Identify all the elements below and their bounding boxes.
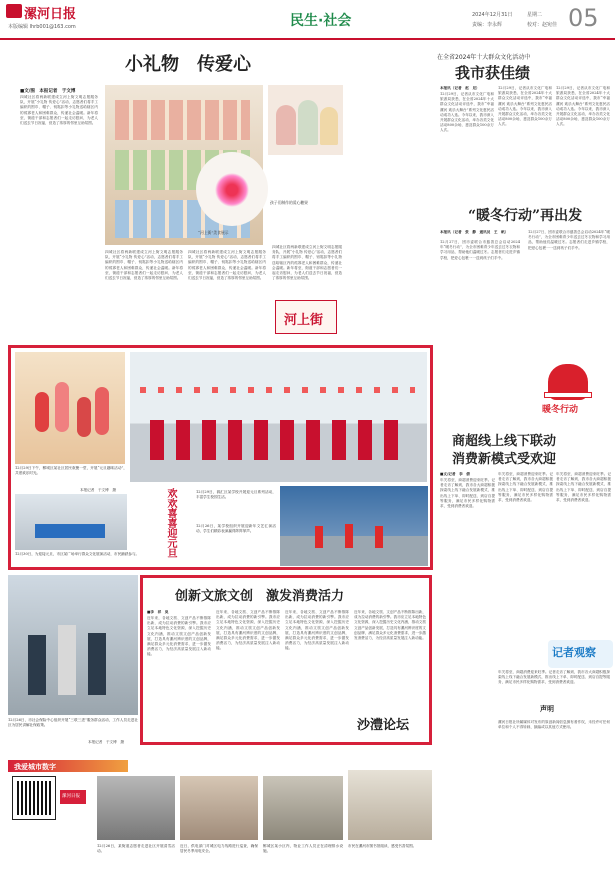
ad-qr-code[interactable] xyxy=(12,776,56,820)
festival-caption-3: 12月26日，某学校组织开展迎新年文艺汇演活动，学生们精彩表演赢得阵阵掌声。 xyxy=(196,524,276,534)
ad-qr-label: 漯河日报 xyxy=(62,794,80,799)
river-street-logo xyxy=(275,300,337,334)
page-number: 05 xyxy=(568,4,599,32)
commentary-body-2: 近年来，各地文旅、文创产品不断推陈出新，成为拉动消费的新引擎。我市应立足本地特色文化资源，深入挖掘历史文化内涵，推动文旅文创产品创新发展，打造具有漯河辨识度的文创品牌，满足群众多元化消费需求，进一步激发消费活力，为经济高质量发展注入新动能。 xyxy=(216,610,280,651)
festival-credit-1: 本报记者 于文博 摄 xyxy=(80,488,116,492)
festival-photo-pingpong xyxy=(15,494,127,550)
dolls-photo xyxy=(268,85,343,155)
yearly-body-3: 12月29日，记者从市文化广电和旅游局获悉，在全省2024年十大群众文化活动评选中，我市“幸福漯河 欢乐大舞台”系列文化惠民活动成功入选。今年以来，我市深入开展群众文化活动，举办各类文化活动800余场，惠及群众100余万人次。 xyxy=(556,86,610,127)
bottom-photo-1 xyxy=(97,776,175,840)
warm-logo xyxy=(528,362,610,422)
yearly-byline: 本报讯（记者 赵 见） xyxy=(440,86,480,90)
commentary-body-3: 近年来，各地文旅、文创产品不断推陈出新，成为拉动消费的新引擎。我市应立足本地特色文化资源，深入挖掘历史文化内涵，推动文旅文创产品创新发展，打造具有漯河辨识度的文创品牌，满足群众多元化消费需求，进一步激发消费活力，为经济高质量发展注入新动能。 xyxy=(285,610,349,651)
bottom-credit: 本报记者 于文博 摄 xyxy=(88,740,124,744)
gift-body-col3: 四城社区将两新联建成立河上街文明志愿服务队，开展“小礼物 传爱心”活动，志愿者们将手工编织的围巾、帽子、钥匙扣等小礼物送给辖区内的孤寡老人和困难群众，传递社会温暖。新年将至，街道干部和志愿者们一起走访慰问，为老人们送去节日祝福，营造了浓厚的邻里互助氛围。 xyxy=(188,250,266,281)
commerce-byline: ■文/记者 李 倩 xyxy=(440,472,470,476)
commerce-body-1: 年关将至，商超消费迎来旺季。记者走访了解到，我市各大商超积极探索线上线下融合发展新模式，推出线上下单、即时配送、到店自提等服务，满足市民多样化购物需求，受到消费者欢迎。 xyxy=(440,478,495,509)
bottom-main-photo xyxy=(8,575,138,715)
commerce-body-2: 年关将至，商超消费迎来旺季。记者走访了解到，我市各大商超积极探索线上线下融合发展新模式，推出线上下单、即时配送、到店自提等服务，满足市民多样化购物需求，受到消费者欢迎。 xyxy=(498,472,553,503)
warm-body-2: 12月27日，团市委联合市慈善总会启动2024年“暖冬行动”，为全市困难青少年送去过冬衣物和学习用品，帮助他们温暖过冬。志愿者们走进乡镇学校，把爱心包裹一一送到孩子们手中。 xyxy=(528,230,610,250)
observe-title: 记者观察 xyxy=(552,646,596,659)
section-title: 民生·社会 xyxy=(290,13,352,29)
commentary-headline: 创新文旅文创 激发消费活力 xyxy=(175,589,345,604)
bottom-photo-4 xyxy=(348,770,432,840)
caption-candy: 孩子们制作的爱心糖果 xyxy=(270,200,308,205)
yearly-body-2: 12月29日，记者从市文化广电和旅游局获悉，在全省2024年十大群众文化活动评选中，我市“幸福漯河 欢乐大舞台”系列文化惠民活动成功入选。今年以来，我市深入开展群众文化活动，举办各类文化活动800余场，惠及群众100余万人次。 xyxy=(498,86,552,127)
statement-title: 声明 xyxy=(540,705,554,713)
gift-byline: ■文/图 本报记者 于文博 xyxy=(20,89,76,94)
commentary-body-4: 近年来，各地文旅、文创产品不断推陈出新，成为拉动消费的新引擎。我市应立足本地特色文化资源，深入挖掘历史文化内涵，推动文旅文创产品创新发展，打造具有漯河辨识度的文创品牌，满足群众多元化消费需求，进一步激发消费活力，为经济高质量发展注入新动能。 xyxy=(354,610,426,641)
gift-headline: 小礼物 传爱心 xyxy=(125,54,251,75)
column-logo xyxy=(355,708,427,738)
email: lhrb001@163.com xyxy=(29,24,76,30)
ad-title-bar xyxy=(8,760,128,772)
commerce-tail: 年关将至，商超消费迎来旺季。记者走访了解到，我市各大商超积极探索线上线下融合发展新模式，推出线上下单、即时配送、到店自提等服务，满足市民多样化购物需求，受到消费者欢迎。 xyxy=(498,670,610,685)
warm-body-1: 12月27日，团市委联合市慈善总会启动2024年“暖冬行动”，为全市困难青少年送去过冬衣物和学习用品，帮助他们温暖过冬。志愿者们走进乡镇学校，把爱心包裹一一送到孩子们手中。 xyxy=(440,240,520,260)
yearly-body-1: 12月29日，记者从市文化广电和旅游局获悉，在全省2024年十大群众文化活动评选中，我市“幸福漯河 欢乐大舞台”系列文化惠民活动成功入选。今年以来，我市深入开展群众文化活动，举办各类文化活动800余场，惠及群众100余万人次。 xyxy=(440,92,494,133)
gift-body-col2: 四城社区将两新联建成立河上街文明志愿服务队，开展“小礼物 传爱心”活动，志愿者们将手工编织的围巾、帽子、钥匙扣等小礼物送给辖区内的孤寡老人和困难群众，传递社会温暖。新年将至，街道干部和志愿者们一起走访慰问，为老人们送去节日祝福，营造了浓厚的邻里互助氛围。 xyxy=(105,250,183,281)
commerce-headline: 商超线上线下联动 xyxy=(452,434,557,449)
festival-photo-stage xyxy=(280,486,428,566)
bottom-caption-2: 近日，供电部门对城区电力线路进行巡查，确保居民冬季用电安全。 xyxy=(180,844,258,854)
bottom-caption-1: 12月26日，某街道志愿者走进社区开展清雪活动。 xyxy=(97,844,175,854)
observe-badge xyxy=(548,640,613,668)
bottom-photo-2 xyxy=(180,776,258,840)
festival-photo-1 xyxy=(15,352,125,464)
yearly-kicker: 在全省2024年十大群众文化活动中 xyxy=(437,54,531,61)
date: 2024年12月31日 xyxy=(472,12,513,18)
masthead xyxy=(0,0,615,40)
gift-body-col1: 四城社区将两新联建成立河上街文明志愿服务队，开展“小礼物 传爱心”活动，志愿者们将手工编织的围巾、帽子、钥匙扣等小礼物送给辖区内的孤寡老人和困难群众，传递社会温暖。新年将至，街道干部和志愿者们一起走访慰问，为老人们送去节日祝福，营造了浓厚的邻里互助氛围。 xyxy=(20,95,98,126)
festival-caption-2: 12月29日，源汇区某学校开展迎元旦系列活动，丰富学生校园生活。 xyxy=(196,490,276,500)
commentary-byline: ■李 祥 岚 xyxy=(147,610,169,614)
column-logo-text: 沙澧论坛 xyxy=(357,718,410,733)
candy-photo xyxy=(196,152,268,226)
festival-caption-1: 12月29日下午，郾城区某社区居民欢聚一堂，开展“元旦趣味活动”，共度欢乐时光。 xyxy=(15,466,127,476)
commerce-subheadline: 消费新模式受欢迎 xyxy=(452,452,557,467)
bottom-main-caption: 12月26日，市社会保险中心组织开展“三联三进”服务群众活动，工作人员走进社区为居民讲解社保政策。 xyxy=(8,718,138,728)
paper-logo xyxy=(6,4,22,18)
festival-photo-drums xyxy=(130,352,427,482)
editor-line: 本版编辑 lhrb001@163.com xyxy=(8,24,76,30)
festival-banner-text: 欢欢喜喜迎元旦 xyxy=(165,488,176,558)
warm-byline: 本报讯（记者 张 静 通讯员 王 帆） xyxy=(440,230,509,234)
commerce-body-3: 年关将至，商超消费迎来旺季。记者走访了解到，我市各大商超积极探索线上线下融合发展新模式，推出线上下单、即时配送、到店自提等服务，满足市民多样化购物需求，受到消费者欢迎。 xyxy=(556,472,611,503)
designer: 校对：赵宛佳 xyxy=(527,22,558,28)
gift-body-col4: 四城社区将两新联建成立河上街文明志愿服务队，开展“小礼物 传爱心”活动，志愿者们将手工编织的围巾、帽子、钥匙扣等小礼物送给辖区内的孤寡老人和困难群众，传递社会温暖。新年将至，街道干部和志愿者们一起走访慰问，为老人们送去节日祝福，营造了浓厚的邻里互助氛围。 xyxy=(272,245,342,281)
river-street-text: 河上街 xyxy=(284,313,324,328)
festival-banner xyxy=(150,486,190,560)
bottom-caption-3: 郾城区某小区内，物业工作人员正在清理排水设施。 xyxy=(263,844,343,854)
ad-title: 我爱城市数字 xyxy=(14,763,56,771)
warm-headline: “暖冬行动”再出发 xyxy=(468,208,583,224)
bottom-caption-4: 市民在漯河市图书馆阅读，感受书香氛围。 xyxy=(348,844,417,848)
paper-name: 漯河日报 xyxy=(24,7,77,22)
weekday: 星期二 xyxy=(527,12,543,18)
commentary-body-1: 近年来，各地文旅、文创产品不断推陈出新，成为拉动消费的新引擎。我市应立足本地特色文化资源，深入挖掘历史文化内涵，推动文旅文创产品创新发展，打造具有漯河辨识度的文创品牌，满足群众多元化消费需求，进一步激发消费活力，为经济高质量发展注入新动能。 xyxy=(147,616,211,657)
festival-caption-4: 12月30日，为迎接元旦，市区某广场举行群众文化展演活动，市民踊跃参与。 xyxy=(15,552,140,556)
statement-body: 漯河日报社所属媒体对发布的原创新闻信息拥有著作权，未经许可任何单位和个人不得转载、摘编或以其他方式使用。 xyxy=(498,720,610,730)
yearly-headline: 我市获佳绩 xyxy=(455,64,531,82)
ad-qr-badge xyxy=(60,790,86,804)
warm-logo-text: 暖冬行动 xyxy=(542,405,579,415)
proofreader: 责编：李永辉 xyxy=(472,22,503,28)
caption-food: “河上街”美食展示 xyxy=(198,230,229,235)
bottom-photo-3 xyxy=(263,776,343,840)
